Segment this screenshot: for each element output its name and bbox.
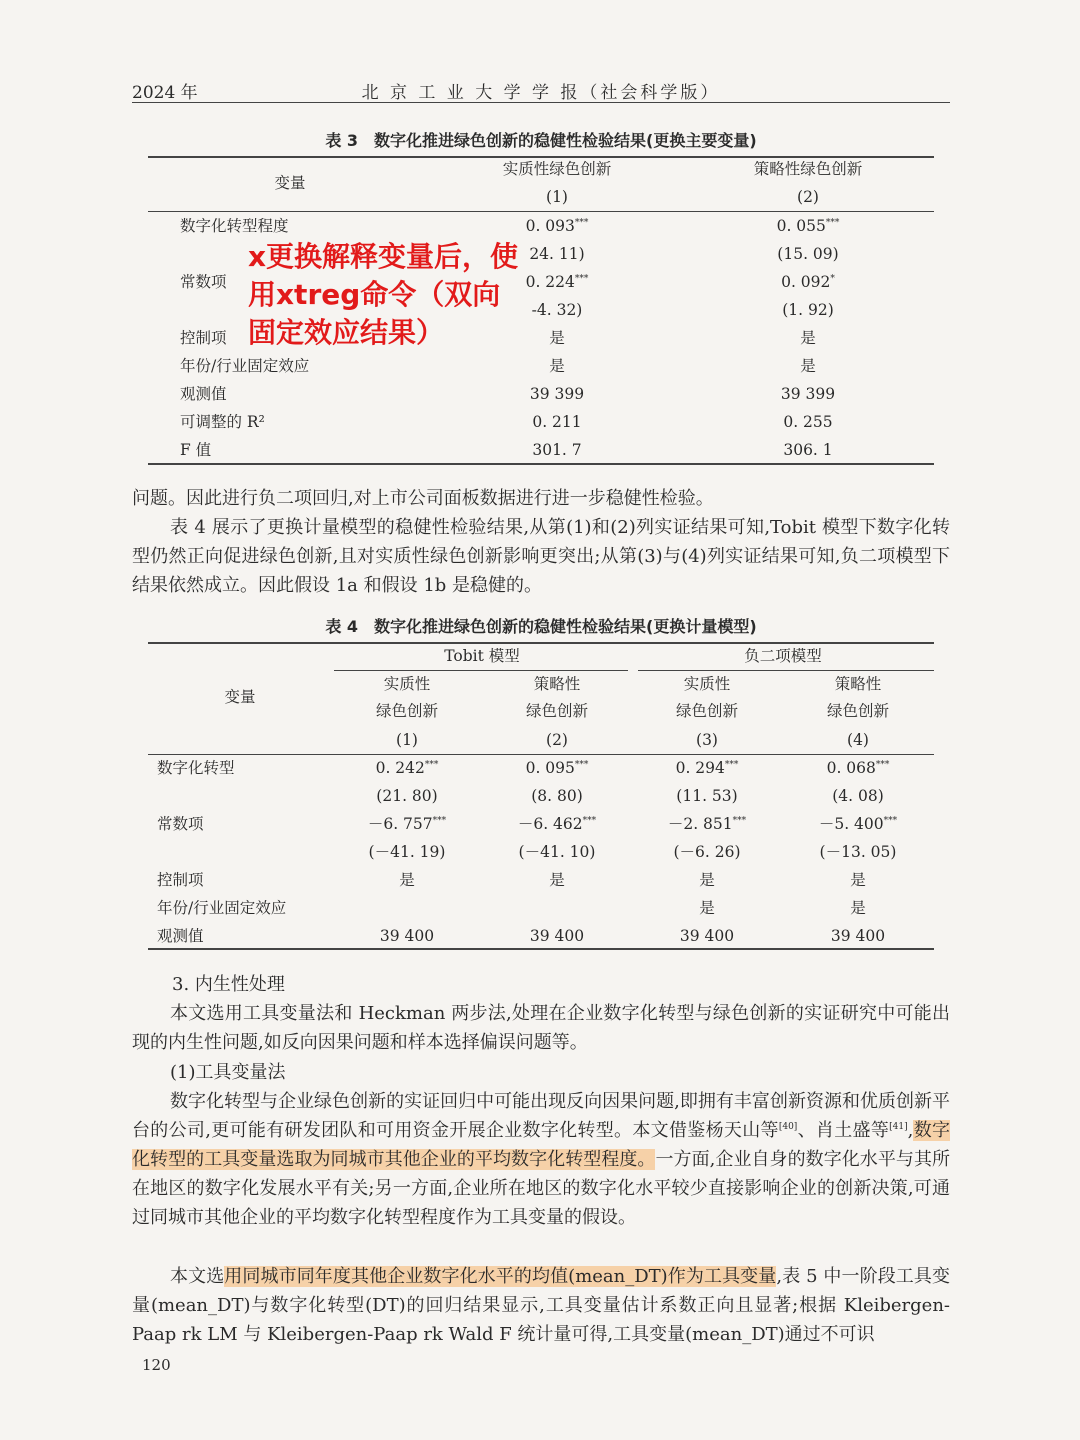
table4-col-num: (4) <box>847 731 869 749</box>
table3-col1-num: (1) <box>546 188 568 206</box>
table3-row-label: 年份/行业固定效应 <box>180 357 310 375</box>
paragraph-5-text-a: 本文选 <box>170 1266 225 1287</box>
table4-cell: 是 <box>549 871 565 889</box>
table4-caption: 表 4 数字化推进绿色创新的稳健性检验结果(更换计量模型) <box>325 617 757 636</box>
table3-cell: 39 399 <box>780 385 836 403</box>
table4-col-head: 实质性 <box>683 675 731 693</box>
table3-caption: 表 3 数字化推进绿色创新的稳健性检验结果(更换主要变量) <box>325 131 757 150</box>
table4-col-var: 变量 <box>224 688 256 706</box>
table4-cell: 是 <box>699 899 715 917</box>
table4-cell: 0. 242*** <box>375 759 439 777</box>
red-annotation: x更换解释变量后，使用xtreg命令（双向固定效应结果） <box>248 240 519 349</box>
table4-cell: －6. 462*** <box>517 815 597 833</box>
table3-head-rule <box>148 211 934 212</box>
paragraph-4-text-b: 、肖土盛等 <box>797 1120 890 1141</box>
significance-stars: *** <box>432 815 447 826</box>
table4-col-head: 绿色创新 <box>375 702 439 720</box>
table4-col-head: 策略性 <box>533 675 581 693</box>
table4-cell: (4. 08) <box>832 787 884 805</box>
table4-head-rule <box>148 754 934 755</box>
table3-cell: 0. 224*** <box>525 273 589 291</box>
table4-cell: －5. 400*** <box>818 815 898 833</box>
highlight-mean-dt: 用同城市同年度其他企业数字化水平的均值(mean_DT)作为工具变量 <box>224 1266 777 1287</box>
table4-cell: 是 <box>850 899 866 917</box>
table4-row-label: 常数项 <box>157 815 204 833</box>
table3-cell: 39 399 <box>529 385 585 403</box>
paragraph-4-text-a: 数字化转型与企业绿色创新的实证回归中可能出现反向因果问题,即拥有丰富创新资源和优质创新平台的公司,更可能有研发团队和可用资金开展企业数字化转型。本文借鉴杨天山等 <box>132 1091 950 1141</box>
subheading: (1)工具变量法 <box>170 1062 286 1083</box>
table4-cell: 39 400 <box>830 927 886 945</box>
table3-cell: 0. 055*** <box>776 217 840 235</box>
paragraph-5-text-b: ,表 5 中一阶段工具变量(mean_DT)与数字化转型(DT)的回归结果显示,工具变量估计系数正向且显著;根据 Kleibergen-Paap rk LM 与 Kleibergen-Paap rk Wald F 统计量可得,工具变量(mean_DT)通过不可识 <box>132 1266 950 1345</box>
table3-cell: 是 <box>549 329 565 347</box>
table4-cell: 0. 095*** <box>525 759 589 777</box>
table3-row-label: 观测值 <box>180 385 227 403</box>
table3-cell: 0. 092* <box>781 273 835 291</box>
table4-cell: －2. 851*** <box>667 815 747 833</box>
table3-cell: (1. 92) <box>782 301 834 319</box>
table3-col2-num: (2) <box>797 188 819 206</box>
table3-top-rule <box>148 156 934 158</box>
table4-col-head: 实质性 <box>383 675 431 693</box>
table4-col-head: 绿色创新 <box>525 702 589 720</box>
table4-group-rule-1 <box>334 670 628 671</box>
significance-stars: *** <box>582 815 597 826</box>
table4-cell: －6. 757*** <box>367 815 447 833</box>
significance-stars: *** <box>574 759 589 770</box>
running-head-year: 2024 年 <box>132 83 198 103</box>
table3-cell: 24. 11) <box>529 245 585 263</box>
table3-col2-head: 策略性绿色创新 <box>753 160 863 178</box>
table3-cell: 0. 211 <box>532 413 582 431</box>
table3-cell: 是 <box>800 357 816 375</box>
table4-cell: 是 <box>699 871 715 889</box>
table4-col-num: (2) <box>546 731 568 749</box>
significance-stars: *** <box>875 759 890 770</box>
table4-cell: 0. 294*** <box>675 759 739 777</box>
table4-cell: (－6. 26) <box>673 843 741 861</box>
table4-cell: 0. 068*** <box>826 759 890 777</box>
table4-row-label: 控制项 <box>157 871 204 889</box>
table3-row-label: 数字化转型程度 <box>180 217 289 235</box>
table4-cell: 39 400 <box>379 927 435 945</box>
paragraph-3: 本文选用工具变量法和 Heckman 两步法,处理在企业数字化转型与绿色创新的实证研究中可能出现的内生性问题,如反向因果问题和样本选择偏误问题等。 <box>132 1003 950 1053</box>
paragraph-4-text-d: 一方面,企业自身的数字化水平与其所在地区的数字化发展水平有关;另一方面,企业所在地区的数字化水平较少直接影响企业的创新决策,可通过同城市其他企业的平均数字化转型程度作为工具变量的假设。 <box>132 1149 950 1228</box>
table4-cell: (8. 80) <box>531 787 583 805</box>
paragraph-1: 问题。因此进行负二项回归,对上市公司面板数据进行进一步稳健性检验。 <box>132 488 714 509</box>
table3-cell: 0. 255 <box>783 413 833 431</box>
table4-row-label: 年份/行业固定效应 <box>157 899 287 917</box>
table4-cell: (－13. 05) <box>819 843 897 861</box>
table3-row-label: 控制项 <box>180 329 227 347</box>
table4-top-rule <box>148 642 934 644</box>
table4-col-head: 绿色创新 <box>675 702 739 720</box>
section-heading: 3. 内生性处理 <box>172 974 285 995</box>
table4-cell: (－41. 19) <box>368 843 446 861</box>
table3-cell: 0. 093*** <box>525 217 589 235</box>
table3-cell: (15. 09) <box>777 245 839 263</box>
running-head-journal: 北 京 工 业 大 学 学 报（社会科学版） <box>361 83 721 103</box>
table3-row-label: F 值 <box>180 441 212 459</box>
table4-bottom-rule <box>148 948 934 950</box>
table4-cell: (21. 80) <box>376 787 438 805</box>
table4-cell: 39 400 <box>529 927 585 945</box>
citation-40: [40] <box>778 1122 798 1132</box>
table4-group-tobit: Tobit 模型 <box>444 647 520 665</box>
table3-cell: 是 <box>800 329 816 347</box>
significance-stars: *** <box>574 273 589 284</box>
table3-cell: -4. 32) <box>531 301 583 319</box>
table3-row-label: 可调整的 R² <box>180 413 265 431</box>
table3-col1-head: 实质性绿色创新 <box>502 160 612 178</box>
paragraph-4-text-c: , <box>907 1120 914 1141</box>
table3-cell: 306. 1 <box>783 441 833 459</box>
page-number: 120 <box>142 1356 171 1374</box>
table4-row-label: 数字化转型 <box>157 759 235 777</box>
table4-row-label: 观测值 <box>157 927 204 945</box>
table4-cell: 39 400 <box>679 927 735 945</box>
significance-stars: *** <box>424 759 439 770</box>
table4-cell: 是 <box>850 871 866 889</box>
table4-col-num: (3) <box>696 731 718 749</box>
paragraph-4 <box>132 1087 950 1232</box>
table3-cell: 301. 7 <box>532 441 582 459</box>
significance-stars: *** <box>825 217 840 228</box>
table3-row-label: 常数项 <box>180 273 227 291</box>
running-head <box>132 76 950 103</box>
significance-stars: *** <box>574 217 589 228</box>
table4-cell: (11. 53) <box>676 787 738 805</box>
highlight-instrument-variable: 数字化转型的工具变量选取为同城市其他企业的平均数字化转型程度。 <box>132 1120 951 1170</box>
table3-col-var: 变量 <box>274 174 306 192</box>
table4-cell: 是 <box>399 871 415 889</box>
paragraph-2: 表 4 展示了更换计量模型的稳健性检验结果,从第(1)和(2)列实证结果可知,Tobit 模型下数字化转型仍然正向促进绿色创新,且对实质性绿色创新影响更突出;从第(3)与(4)列实证结果可知,负二项模型下结果依然成立。因此假设 1a 和假设 1b 是稳健的。 <box>132 517 950 596</box>
significance-stars: *** <box>732 815 747 826</box>
citation-41: [41] <box>889 1122 908 1132</box>
table4-col-head: 绿色创新 <box>826 702 890 720</box>
table4-col-num: (1) <box>396 731 418 749</box>
table4-group-rule-2 <box>638 670 934 671</box>
table3-cell: 是 <box>549 357 565 375</box>
significance-stars: *** <box>883 815 898 826</box>
table3-bottom-rule <box>148 463 934 465</box>
table4-cell: (－41. 10) <box>518 843 596 861</box>
significance-stars: * <box>830 273 835 284</box>
table4-col-head: 策略性 <box>834 675 882 693</box>
table4-group-negbin: 负二项模型 <box>744 647 822 665</box>
paragraph-5 <box>132 1262 950 1349</box>
significance-stars: *** <box>724 759 739 770</box>
